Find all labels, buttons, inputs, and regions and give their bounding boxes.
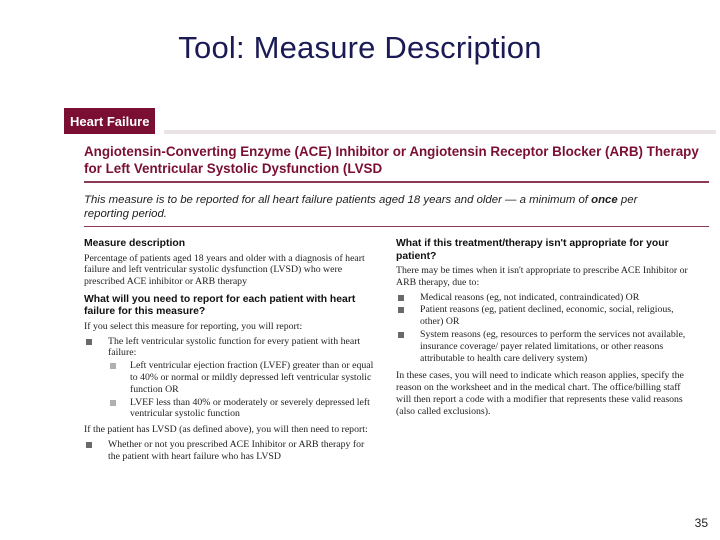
report-intro: If you select this measure for reporting, you will report: — [84, 320, 303, 332]
bullet-square-icon — [398, 332, 404, 338]
sub-bullet-text: Left ventricular ejection fraction (LVEF) greater than or equal to 40% or normal or mildly depressed left ventricular systolic function OR — [130, 360, 374, 395]
report-heading: What will you need to report for each patient with heart failure for this measure? — [84, 293, 356, 318]
page-number: 35 — [694, 516, 708, 530]
bullet-text: The left ventricular systolic function for every patient with heart failure: — [108, 335, 361, 359]
intro-text-end: per reporting period. — [84, 194, 638, 220]
list-item — [396, 292, 688, 304]
measure-document — [64, 108, 716, 496]
bullet-square-icon — [86, 442, 92, 448]
reason-text: System reasons (eg, resources to perform the services not available, insurance coverage/ payer related limitations, or other reasons attributable to health care delivery system) — [420, 328, 686, 364]
bullet-square-icon — [86, 339, 92, 345]
bullet-text: Whether or not you prescribed ACE Inhibitor or ARB therapy for the patient with heart failure who has LVSD — [108, 439, 365, 462]
list-item — [84, 439, 378, 463]
headline-divider-top — [84, 181, 709, 183]
reason-text: Patient reasons (eg, patient declined, economic, social, religious, other) OR — [420, 304, 674, 328]
list-item — [84, 336, 378, 360]
measure-description-text: Percentage of patients aged 18 years and older with a diagnosis of heart failure and left ventricular systolic dysfunction (LVSD) who were prescribed ACE inhibitor or ARB therapy — [84, 252, 365, 288]
right-column — [396, 238, 688, 421]
measure-intro — [84, 194, 684, 221]
left-column — [84, 238, 378, 464]
sub-bullet-square-icon — [110, 400, 116, 406]
intro-text-start: This measure is to be reported for all heart failure patients aged 18 years and older — a minimum of — [84, 194, 592, 206]
measure-headline: Angiotensin-Converting Enzyme (ACE) Inhibitor or Angiotensin Receptor Blocker (ARB) Therapy for Left Ventricular Systolic Dysfunction (LVSD — [84, 144, 699, 176]
sub-bullet-square-icon — [110, 363, 116, 369]
section-tab-heart-failure: Heart Failure — [64, 108, 155, 134]
list-item — [396, 329, 688, 364]
exclusions-text: In these cases, you will need to indicate which reason applies, specify the reason on the worksheet and in the medical chart. The office/billing staff will then report a code with a modifier that represents these valid reasons (also called exclusions). — [396, 370, 684, 417]
list-item — [84, 397, 378, 421]
bullet-square-icon — [398, 307, 404, 313]
list-item — [84, 360, 378, 395]
measure-description-heading: Measure description — [84, 238, 186, 249]
tab-rule — [164, 130, 716, 134]
not-appropriate-intro: There may be times when it isn't appropriate to prescribe ACE Inhibitor or ARB therapy, due to: — [396, 265, 688, 288]
reason-text: Medical reasons (eg, not indicated, contraindicated) OR — [420, 291, 640, 303]
sub-bullet-text: LVEF less than 40% or moderately or severely depressed left ventricular systolic function — [130, 396, 370, 420]
not-appropriate-heading: What if this treatment/therapy isn't appropriate for your patient? — [396, 238, 669, 262]
slide-title: Tool: Measure Description — [178, 30, 542, 65]
lvsd-report-text: If the patient has LVSD (as defined above), you will then need to report: — [84, 424, 368, 436]
list-item — [396, 304, 688, 328]
section-tab-row — [64, 108, 716, 134]
bullet-square-icon — [398, 295, 404, 301]
intro-divider — [84, 226, 709, 227]
intro-text-bold: once — [591, 194, 618, 206]
